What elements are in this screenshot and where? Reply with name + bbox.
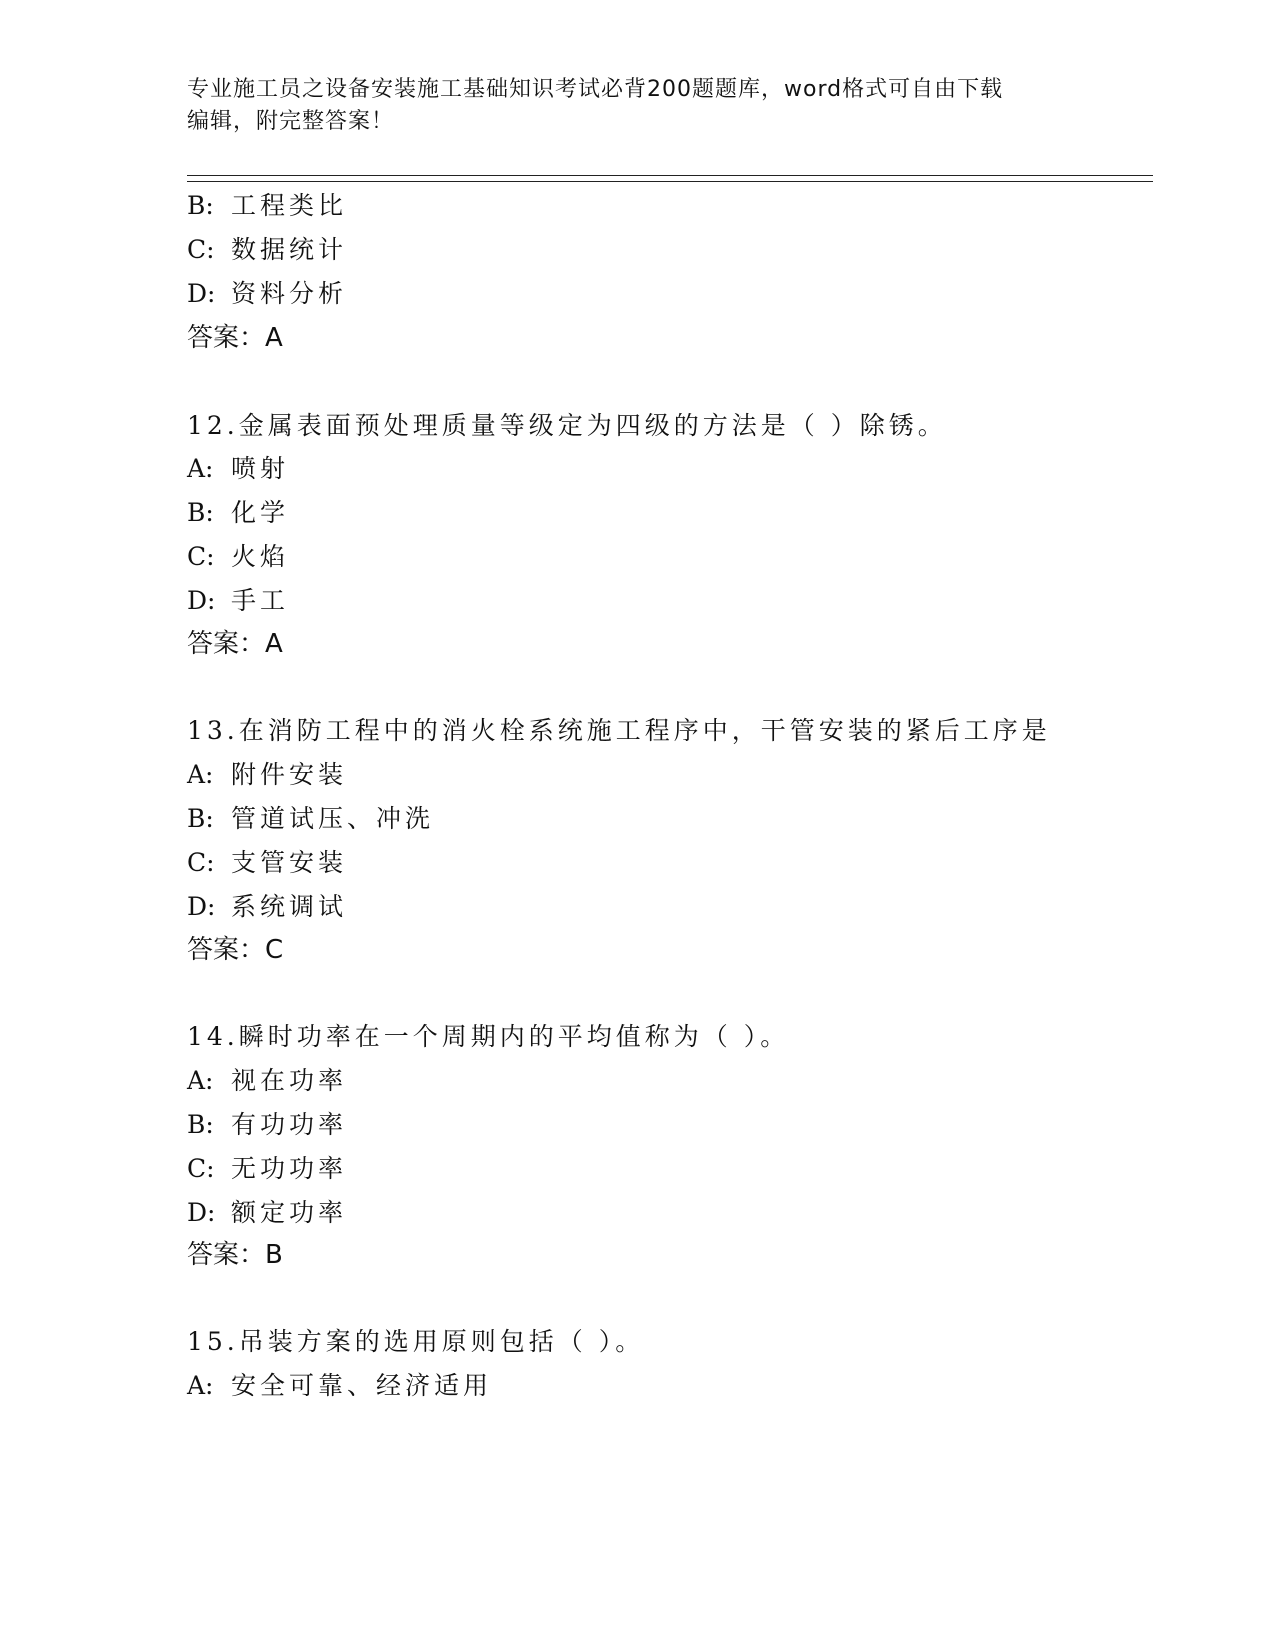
option-label: C:	[187, 235, 215, 264]
option-row	[187, 1110, 347, 1140]
header-divider-top	[187, 175, 1153, 176]
option-text: 安全可靠、经济适用	[231, 1371, 493, 1400]
option-text: 有功功率	[231, 1110, 348, 1139]
option-label: C:	[187, 848, 215, 877]
option-text: 喷射	[231, 454, 290, 483]
option-label: A:	[187, 454, 214, 483]
option-text: 支管安装	[231, 848, 348, 877]
option-text: 火焰	[231, 542, 290, 571]
option-label: A:	[187, 1066, 214, 1095]
question-stem: 13.在消防工程中的消火栓系统施工程序中，干管安装的紧后工序是	[187, 716, 1051, 745]
header-title-line-1: 专业施工员之设备安装施工基础知识考试必背200题题库，word格式可自由下载	[187, 77, 1004, 102]
option-row	[187, 586, 289, 616]
option-row	[187, 498, 289, 528]
option-label: D:	[187, 892, 216, 921]
option-row	[187, 235, 347, 265]
option-label: A:	[187, 1371, 214, 1400]
option-label: D:	[187, 586, 216, 615]
option-label: B:	[187, 1110, 214, 1139]
option-label: B:	[187, 498, 214, 527]
option-row	[187, 542, 289, 572]
question-stem: 14.瞬时功率在一个周期内的平均值称为（ ）。	[187, 1022, 790, 1051]
header-divider-bottom	[187, 181, 1153, 182]
option-row	[187, 760, 347, 790]
option-text: 资料分析	[231, 279, 348, 308]
option-text: 视在功率	[231, 1066, 348, 1095]
option-row	[187, 191, 347, 221]
option-label: D:	[187, 279, 216, 308]
option-text: 管道试压、冲洗	[231, 804, 435, 833]
option-row	[187, 279, 347, 309]
option-label: A:	[187, 760, 214, 789]
option-text: 工程类比	[231, 191, 348, 220]
option-row	[187, 1154, 347, 1184]
option-row	[187, 804, 434, 834]
option-row	[187, 1371, 492, 1401]
option-label: B:	[187, 191, 214, 220]
option-row	[187, 1198, 347, 1228]
option-text: 附件安装	[231, 760, 348, 789]
option-row	[187, 454, 289, 484]
option-text: 数据统计	[231, 235, 348, 264]
option-label: C:	[187, 542, 215, 571]
question-stem: 15.吊装方案的选用原则包括（ ）。	[187, 1327, 645, 1356]
answer-line: 答案：B	[187, 1240, 283, 1270]
option-label: D:	[187, 1198, 216, 1227]
option-row	[187, 892, 347, 922]
option-text: 化学	[231, 498, 290, 527]
answer-line: 答案：C	[187, 935, 284, 965]
header-title-line-2: 编辑，附完整答案！	[187, 109, 395, 134]
answer-line: 答案：A	[187, 323, 283, 353]
option-label: B:	[187, 804, 214, 833]
option-text: 额定功率	[231, 1198, 348, 1227]
option-row	[187, 1066, 347, 1096]
document-header	[187, 74, 1087, 138]
question-stem: 12.金属表面预处理质量等级定为四级的方法是（ ）除锈。	[187, 411, 947, 440]
option-label: C:	[187, 1154, 215, 1183]
answer-line: 答案：A	[187, 629, 283, 659]
option-text: 手工	[231, 586, 290, 615]
option-row	[187, 848, 347, 878]
option-text: 无功功率	[231, 1154, 348, 1183]
option-text: 系统调试	[231, 892, 348, 921]
